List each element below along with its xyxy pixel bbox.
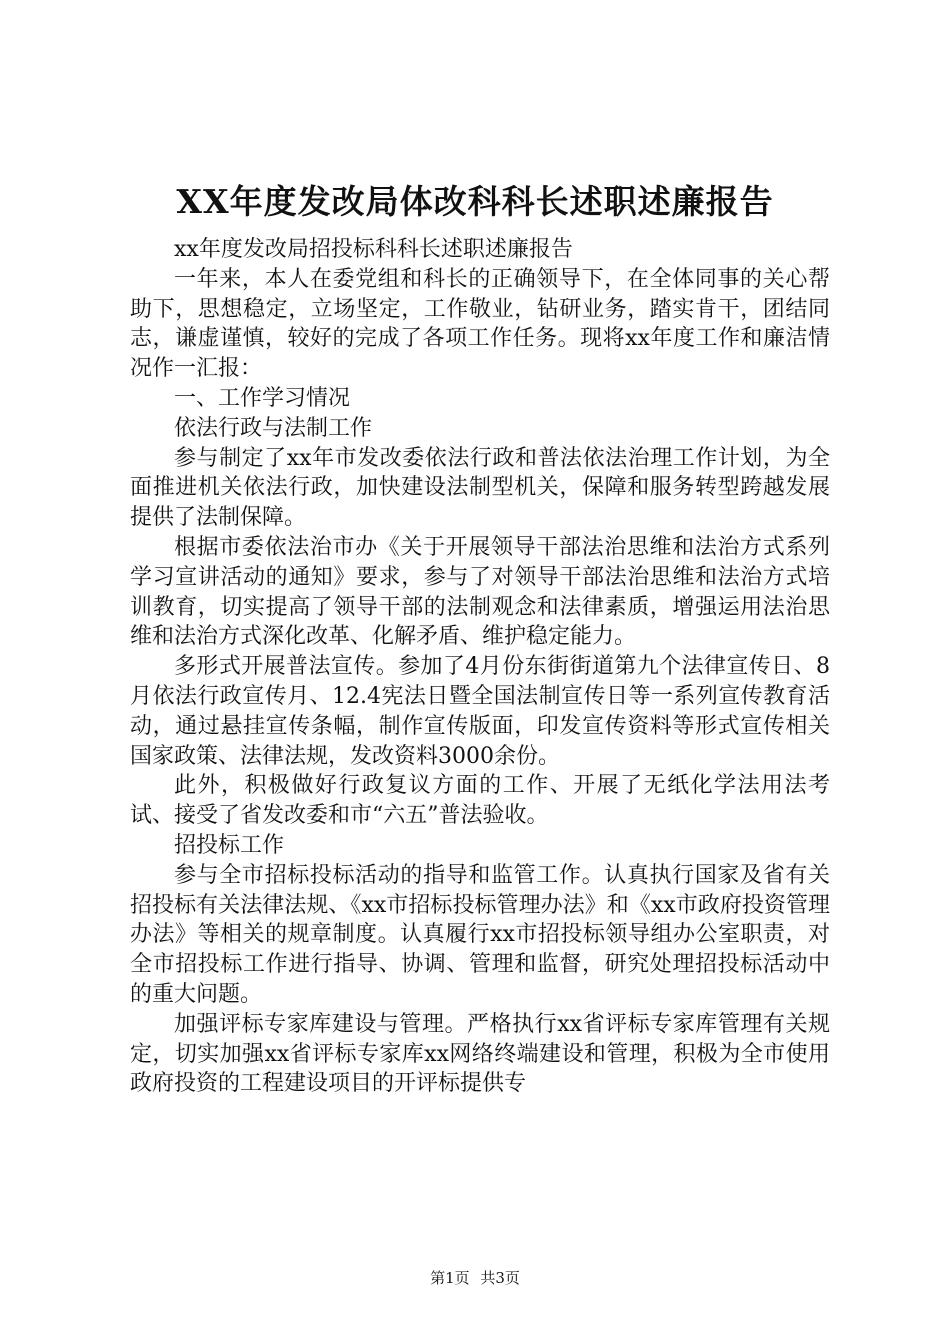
paragraph: 根据市委依法治市办《关于开展领导干部法治思维和法治方式系列学习宣讲活动的通知》要求，参与了对领导干部法治思维和法治方式培训教育，切实提高了领导干部的法制观念和法律素质，增强运用法治思维和法治方式深化改革、化解矛盾、维护稳定能力。 [130, 534, 830, 650]
paragraph: 此外，积极做好行政复议方面的工作、开展了无纸化学法用法考试、接受了省发改委和市“六五”普法验收。 [130, 773, 830, 829]
page-number: 第1页 [430, 1269, 470, 1287]
paragraph: 多形式开展普法宣传。参加了4月份东街街道第九个法律宣传日、8月依法行政宣传月、12.4宪法日暨全国法制宣传日等一系列宣传教育活动，通过悬挂宣传条幅，制作宣传版面，印发宣传资料等形式宣传相关国家政策、法律法规，发改资料3000余份。 [130, 654, 830, 769]
paragraph: 参与制定了xx年市发改委依法行政和普法依法治理工作计划，为全面推进机关依法行政，加快建设法制型机关，保障和服务转型跨越发展提供了法制保障。 [130, 445, 830, 531]
paragraph: 加强评标专家库建设与管理。严格执行xx省评标专家库管理有关规定，切实加强xx省评标专家库xx网络终端建设和管理，积极为全市使用政府投资的工程建设项目的开评标提供专 [130, 1011, 830, 1097]
section-heading: 一、工作学习情况 [174, 385, 351, 411]
paragraph-subtitle: xx年度发改局招投标科科长述职述廉报告 [174, 237, 573, 262]
paragraph: 参与全市招标投标活动的指导和监管工作。认真执行国家及省有关招投标有关法律法规、《xx市招标投标管理办法》和《xx市政府投资管理办法》等相关的规章制度。认真履行xx市招投标领导组办公室职责，对全市招投标工作进行指导、协调、管理和监督，研究处理招投标活动中的重大问题。 [130, 862, 830, 1007]
page-footer [0, 1268, 950, 1288]
subsection-heading: 依法行政与法制工作 [174, 415, 373, 441]
paragraph: 一年来，本人在委党组和科长的正确领导下，在全体同事的关心帮助下，思想稳定，立场坚定，工作敬业，钻研业务，踏实肯干，团结同志，谦虚谨慎，较好的完成了各项工作任务。现将xx年度工作和廉洁情况作一汇报： [130, 266, 830, 382]
document-body [130, 235, 830, 1099]
subsection-heading: 招投标工作 [174, 832, 285, 858]
document-title: XX年度发改局体改科科长述职述廉报告 [176, 182, 774, 221]
page-total: 共3页 [480, 1269, 520, 1287]
